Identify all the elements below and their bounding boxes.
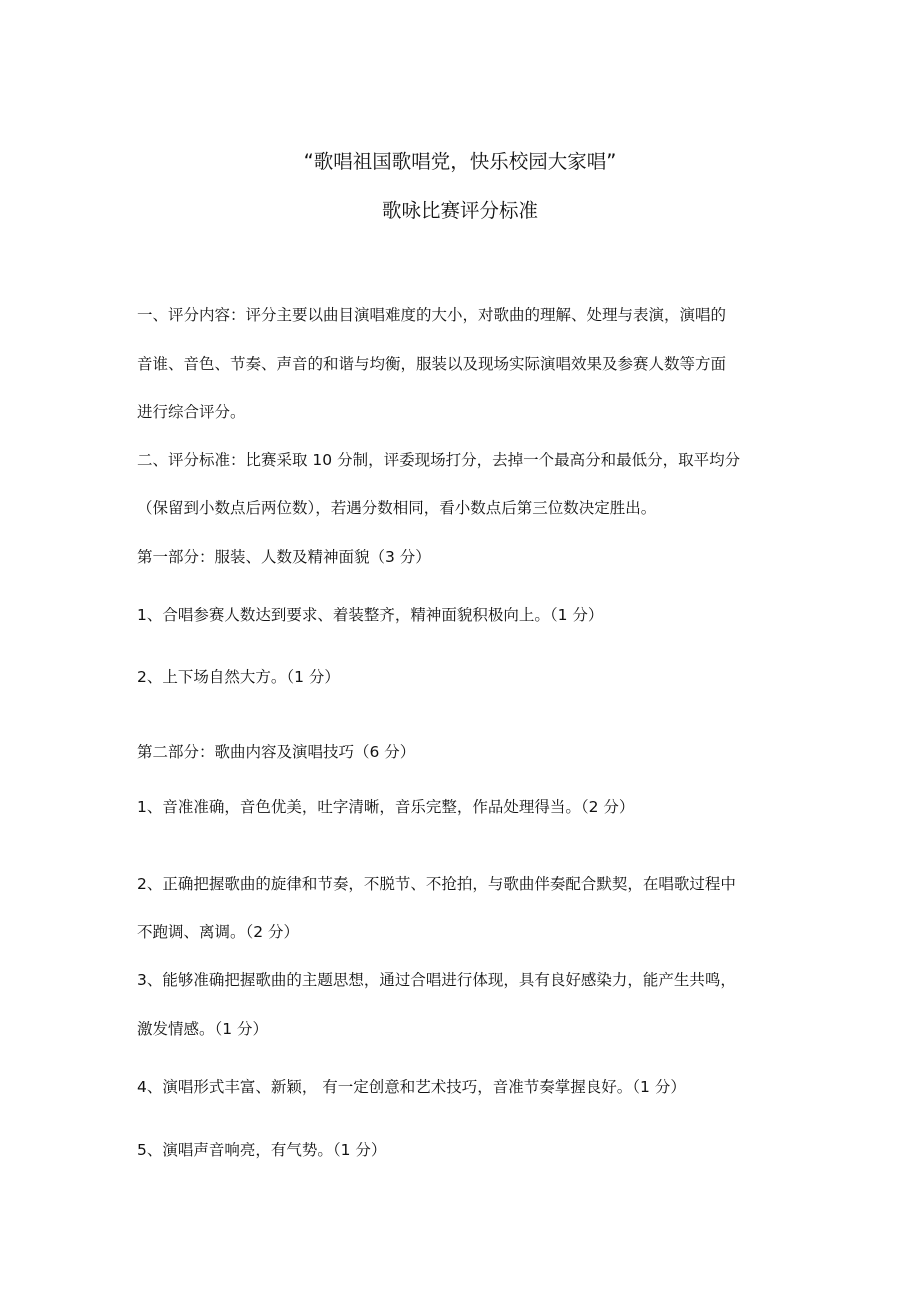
page-title: “歌唱祖国歌唱党，快乐校园大家唱” — [303, 150, 617, 173]
page-subtitle: 歌咏比赛评分标准 — [381, 199, 538, 222]
section-2-line-2: （保留到小数点后两位数），若遇分数相同，看小数点后第三位数决定胜出。 — [137, 499, 657, 517]
part-2-item-3-line-2: 激发情感。（1 分） — [137, 1020, 269, 1038]
part-2-item-4: 4、演唱形式丰富、新颖， 有一定创意和艺术技巧，音准节奏掌握良好。（1 分） — [137, 1078, 686, 1096]
part-1-item-1: 1、合唱参赛人数达到要求、着装整齐，精神面貌积极向上。（1 分） — [137, 606, 604, 624]
part-2-item-3-line-1: 3、能够准确把握歌曲的主题思想，通过合唱进行体现，具有良好感染力，能产生共鸣， — [137, 971, 736, 989]
section-1-line-3: 进行综合评分。 — [137, 403, 246, 421]
section-1-line-2: 音谁、音色、节奏、声音的和谐与均衡，服装以及现场实际演唱效果及参赛人数等方面 — [137, 355, 727, 373]
part-2-item-2-line-1: 2、正确把握歌曲的旋律和节奏，不脱节、不抢拍，与歌曲伴奏配合默契，在唱歌过程中 — [137, 875, 736, 893]
part-2-item-2-line-2: 不跑调、离调。（2 分） — [137, 923, 300, 941]
part-1-item-2: 2、上下场自然大方。（1 分） — [137, 668, 340, 686]
part-2-item-5: 5、演唱声音响亮，有气势。（1 分） — [137, 1141, 387, 1159]
part-1-heading: 第一部分：服装、人数及精神面貌（3 分） — [137, 548, 431, 566]
section-2-line-1: 二、评分标准：比赛采取 10 分制，评委现场打分，去掉一个最高分和最低分，取平均分 — [137, 451, 741, 469]
section-1-line-1: 一、评分内容：评分主要以曲目演唱难度的大小，对歌曲的理解、处理与表演，演唱的 — [137, 306, 727, 324]
part-2-item-1: 1、音准准确，音色优美，吐字清晰，音乐完整，作品处理得当。（2 分） — [137, 798, 635, 816]
part-2-heading: 第二部分：歌曲内容及演唱技巧（6 分） — [137, 743, 416, 761]
